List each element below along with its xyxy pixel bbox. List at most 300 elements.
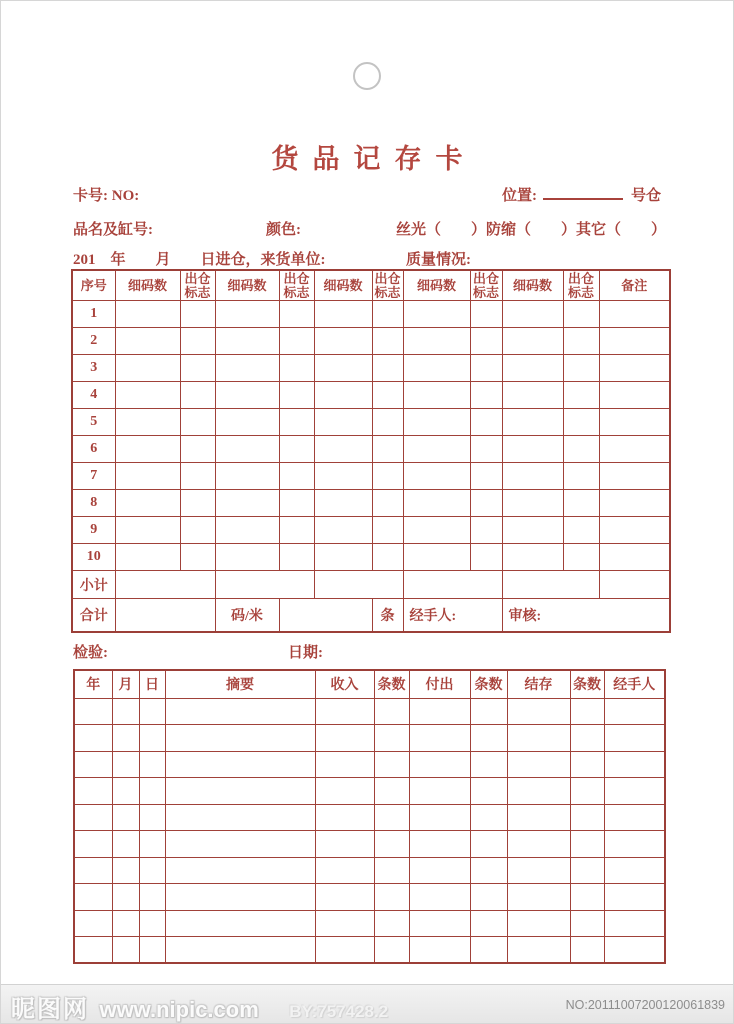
empty-cell: [279, 490, 314, 517]
empty-cell: [74, 910, 112, 937]
empty-cell: [470, 463, 502, 490]
table-row: [72, 301, 670, 328]
empty-cell: [570, 778, 604, 805]
empty-cell: [279, 355, 314, 382]
empty-cell: [215, 355, 279, 382]
header-cell: 年: [74, 670, 112, 698]
empty-cell: [215, 301, 279, 328]
empty-cell: [115, 355, 180, 382]
empty-cell: [599, 463, 670, 490]
empty-cell: [74, 778, 112, 805]
header-cell: 序号: [72, 270, 115, 301]
header-cell: 日: [139, 670, 165, 698]
header-cell: 细码数: [115, 270, 180, 301]
empty-cell: [279, 544, 314, 571]
empty-cell: [403, 463, 470, 490]
empty-cell: [507, 725, 570, 752]
empty-cell: [563, 463, 599, 490]
empty-cell: [180, 544, 215, 571]
empty-cell: [599, 355, 670, 382]
table-row: [72, 517, 670, 544]
table-row: [72, 436, 670, 463]
empty-cell: [470, 804, 507, 831]
table-row: [72, 463, 670, 490]
table-row: [74, 937, 665, 964]
empty-cell: [604, 725, 665, 752]
empty-cell: [372, 382, 403, 409]
empty-cell: [507, 937, 570, 964]
empty-cell: [502, 490, 563, 517]
empty-cell: [470, 937, 507, 964]
empty-cell: [502, 571, 599, 599]
header-cell: 条数: [470, 670, 507, 698]
empty-cell: [374, 698, 409, 725]
empty-cell: [374, 804, 409, 831]
empty-cell: [403, 544, 470, 571]
empty-cell: [279, 517, 314, 544]
empty-cell: [112, 937, 139, 964]
watermark-bar: [1, 984, 733, 1023]
empty-cell: [374, 725, 409, 752]
empty-cell: [507, 804, 570, 831]
table-row: [72, 382, 670, 409]
empty-cell: [507, 884, 570, 911]
empty-cell: [139, 778, 165, 805]
empty-cell: [139, 910, 165, 937]
empty-cell: [314, 463, 372, 490]
empty-cell: [315, 804, 374, 831]
warehouse-suffix: 号仓: [630, 188, 661, 204]
header-cell: 结存: [507, 670, 570, 698]
empty-cell: [604, 910, 665, 937]
header-cell: 摘要: [165, 670, 315, 698]
empty-cell: [314, 409, 372, 436]
uploader-id: BY:757428.2: [289, 1002, 389, 1021]
empty-cell: [570, 725, 604, 752]
empty-cell: [403, 328, 470, 355]
empty-cell: [315, 778, 374, 805]
ledger-table: [73, 669, 666, 964]
empty-cell: [74, 831, 112, 858]
table-row: [74, 778, 665, 805]
empty-cell: [374, 884, 409, 911]
empty-cell: [139, 937, 165, 964]
inbound-date-label: 201 年 月 日进仓，来货单位:: [73, 252, 326, 268]
empty-cell: [502, 382, 563, 409]
empty-cell: [315, 884, 374, 911]
punch-hole: [353, 62, 381, 90]
empty-cell: [470, 884, 507, 911]
empty-cell: [139, 751, 165, 778]
table-row: [74, 857, 665, 884]
card-no-label: 卡号: NO:: [73, 188, 140, 204]
row-number-cell: 1: [72, 301, 115, 328]
empty-cell: [403, 355, 470, 382]
empty-cell: [112, 831, 139, 858]
empty-cell: [563, 301, 599, 328]
header-cell: 条数: [570, 670, 604, 698]
empty-cell: [215, 382, 279, 409]
table-row: [74, 831, 665, 858]
empty-cell: [165, 831, 315, 858]
header-cell: 出仓标志: [563, 270, 599, 301]
subtotal-row: [72, 571, 670, 599]
inspection-label: 检验:: [73, 645, 108, 661]
total-row: [72, 599, 670, 632]
table-row: [72, 544, 670, 571]
empty-cell: [279, 463, 314, 490]
empty-cell: [180, 436, 215, 463]
auditor-label: 审核:: [502, 599, 670, 632]
empty-cell: [563, 355, 599, 382]
empty-cell: [372, 301, 403, 328]
header-cell: 出仓标志: [470, 270, 502, 301]
empty-cell: [374, 778, 409, 805]
empty-cell: [570, 857, 604, 884]
empty-cell: [507, 910, 570, 937]
empty-cell: [165, 937, 315, 964]
empty-cell: [470, 544, 502, 571]
empty-cell: [112, 910, 139, 937]
table-row: [74, 884, 665, 911]
product-line: [73, 218, 667, 239]
empty-cell: [470, 725, 507, 752]
empty-cell: [115, 599, 215, 632]
empty-cell: [563, 436, 599, 463]
empty-cell: [314, 490, 372, 517]
empty-cell: [570, 804, 604, 831]
empty-cell: [470, 517, 502, 544]
empty-cell: [563, 490, 599, 517]
location-label: 位置:: [501, 188, 537, 204]
empty-cell: [112, 884, 139, 911]
empty-cell: [215, 328, 279, 355]
empty-cell: [112, 804, 139, 831]
empty-cell: [74, 751, 112, 778]
empty-cell: [215, 409, 279, 436]
site-logo: 昵图网: [11, 996, 89, 1023]
empty-cell: [180, 517, 215, 544]
empty-cell: [403, 382, 470, 409]
empty-cell: [470, 751, 507, 778]
header-cell: 收入: [315, 670, 374, 698]
empty-cell: [599, 544, 670, 571]
empty-cell: [314, 544, 372, 571]
row-number-cell: 5: [72, 409, 115, 436]
table-row: [74, 725, 665, 752]
empty-cell: [315, 937, 374, 964]
empty-cell: [215, 436, 279, 463]
empty-cell: [115, 328, 180, 355]
empty-cell: [409, 857, 470, 884]
empty-cell: [314, 382, 372, 409]
empty-cell: [279, 328, 314, 355]
empty-cell: [314, 355, 372, 382]
empty-cell: [165, 751, 315, 778]
empty-cell: [165, 698, 315, 725]
empty-cell: [604, 778, 665, 805]
empty-cell: [315, 698, 374, 725]
empty-cell: [403, 490, 470, 517]
empty-cell: [374, 937, 409, 964]
card-no-line: [73, 184, 661, 205]
empty-cell: [507, 778, 570, 805]
header-cell: 月: [112, 670, 139, 698]
empty-cell: [409, 937, 470, 964]
empty-cell: [409, 804, 470, 831]
empty-cell: [372, 355, 403, 382]
empty-cell: [115, 571, 215, 599]
empty-cell: [74, 804, 112, 831]
inspection-date-label: 日期:: [288, 645, 323, 661]
empty-cell: [139, 857, 165, 884]
empty-cell: [409, 910, 470, 937]
empty-cell: [372, 490, 403, 517]
header-cell: 细码数: [314, 270, 372, 301]
empty-cell: [470, 831, 507, 858]
table-row: [74, 910, 665, 937]
table-row: [72, 409, 670, 436]
empty-cell: [165, 910, 315, 937]
empty-cell: [215, 463, 279, 490]
empty-cell: [409, 831, 470, 858]
empty-cell: [374, 751, 409, 778]
header-cell: 出仓标志: [279, 270, 314, 301]
row-number-cell: 4: [72, 382, 115, 409]
empty-cell: [502, 517, 563, 544]
subtotal-label: 小计: [72, 571, 115, 599]
table-row: [74, 698, 665, 725]
empty-cell: [470, 910, 507, 937]
empty-cell: [74, 857, 112, 884]
empty-cell: [502, 463, 563, 490]
empty-cell: [115, 463, 180, 490]
empty-cell: [507, 698, 570, 725]
empty-cell: [314, 571, 403, 599]
empty-cell: [139, 725, 165, 752]
empty-cell: [570, 884, 604, 911]
location-underline: [543, 185, 623, 200]
empty-cell: [604, 751, 665, 778]
table-row: [72, 328, 670, 355]
empty-cell: [115, 517, 180, 544]
empty-cell: [470, 436, 502, 463]
handler-label: 经手人:: [403, 599, 502, 632]
empty-cell: [470, 409, 502, 436]
row-number-cell: 8: [72, 490, 115, 517]
empty-cell: [279, 436, 314, 463]
empty-cell: [599, 301, 670, 328]
empty-cell: [372, 328, 403, 355]
empty-cell: [165, 725, 315, 752]
empty-cell: [139, 804, 165, 831]
site-url: www.nipic.com: [99, 997, 259, 1022]
empty-cell: [374, 857, 409, 884]
empty-cell: [215, 571, 314, 599]
empty-cell: [563, 517, 599, 544]
empty-cell: [470, 382, 502, 409]
empty-cell: [115, 544, 180, 571]
empty-cell: [372, 544, 403, 571]
table-row: [72, 355, 670, 382]
empty-cell: [507, 831, 570, 858]
table-row: [74, 751, 665, 778]
empty-cell: [470, 328, 502, 355]
empty-cell: [279, 301, 314, 328]
empty-cell: [599, 490, 670, 517]
empty-cell: [563, 328, 599, 355]
header-cell: 细码数: [502, 270, 563, 301]
empty-cell: [374, 831, 409, 858]
empty-cell: [604, 884, 665, 911]
empty-cell: [115, 301, 180, 328]
empty-cell: [372, 463, 403, 490]
empty-cell: [599, 382, 670, 409]
empty-cell: [604, 804, 665, 831]
empty-cell: [403, 571, 502, 599]
empty-cell: [215, 490, 279, 517]
empty-cell: [112, 778, 139, 805]
empty-cell: [112, 725, 139, 752]
empty-cell: [315, 725, 374, 752]
empty-cell: [314, 301, 372, 328]
empty-cell: [112, 857, 139, 884]
empty-cell: [604, 831, 665, 858]
empty-cell: [563, 409, 599, 436]
empty-cell: [165, 804, 315, 831]
empty-cell: [563, 382, 599, 409]
row-number-cell: 6: [72, 436, 115, 463]
table-row: [74, 804, 665, 831]
empty-cell: [409, 751, 470, 778]
row-number-cell: 7: [72, 463, 115, 490]
empty-cell: [372, 436, 403, 463]
empty-cell: [502, 328, 563, 355]
header-cell: 出仓标志: [180, 270, 215, 301]
empty-cell: [215, 517, 279, 544]
empty-cell: [279, 409, 314, 436]
empty-cell: [409, 778, 470, 805]
row-number-cell: 2: [72, 328, 115, 355]
empty-cell: [507, 751, 570, 778]
color-label: 颜色:: [266, 222, 301, 238]
header-cell: 经手人: [604, 670, 665, 698]
empty-cell: [314, 517, 372, 544]
quality-label: 质量情况:: [406, 252, 471, 268]
empty-cell: [403, 436, 470, 463]
empty-cell: [112, 698, 139, 725]
empty-cell: [470, 355, 502, 382]
product-name-label: 品名及缸号:: [73, 222, 153, 238]
empty-cell: [180, 301, 215, 328]
empty-cell: [409, 884, 470, 911]
empty-cell: [180, 463, 215, 490]
header-cell: 细码数: [215, 270, 279, 301]
empty-cell: [115, 409, 180, 436]
empty-cell: [139, 831, 165, 858]
empty-cell: [314, 436, 372, 463]
empty-cell: [374, 910, 409, 937]
empty-cell: [502, 355, 563, 382]
empty-cell: [570, 937, 604, 964]
empty-cell: [403, 517, 470, 544]
empty-cell: [180, 355, 215, 382]
empty-cell: [470, 857, 507, 884]
empty-cell: [314, 328, 372, 355]
empty-cell: [139, 884, 165, 911]
empty-cell: [403, 301, 470, 328]
empty-cell: [215, 544, 279, 571]
empty-cell: [115, 436, 180, 463]
empty-cell: [403, 409, 470, 436]
unit-yards-label: 码/米: [215, 599, 279, 632]
empty-cell: [139, 698, 165, 725]
total-label: 合计: [72, 599, 115, 632]
watermark-logo: [11, 989, 388, 1024]
date-line: [73, 248, 661, 269]
empty-cell: [74, 884, 112, 911]
empty-cell: [502, 409, 563, 436]
row-number-cell: 9: [72, 517, 115, 544]
empty-cell: [570, 910, 604, 937]
empty-cell: [112, 751, 139, 778]
empty-cell: [470, 778, 507, 805]
empty-cell: [165, 857, 315, 884]
header-cell: 细码数: [403, 270, 470, 301]
empty-cell: [570, 831, 604, 858]
empty-cell: [470, 698, 507, 725]
empty-cell: [604, 937, 665, 964]
finish-options: 丝光（ ）防缩（ ）其它（ ）: [396, 222, 667, 238]
inspection-line: [73, 641, 661, 662]
empty-cell: [315, 857, 374, 884]
empty-cell: [180, 328, 215, 355]
empty-cell: [180, 382, 215, 409]
empty-cell: [115, 382, 180, 409]
empty-cell: [315, 910, 374, 937]
serial-number: NO:20111007200120061839: [565, 998, 725, 1012]
header-cell: 条数: [374, 670, 409, 698]
empty-cell: [599, 517, 670, 544]
empty-cell: [409, 725, 470, 752]
empty-cell: [599, 436, 670, 463]
page-title: 货品记存卡: [271, 144, 477, 174]
empty-cell: [599, 328, 670, 355]
empty-cell: [570, 751, 604, 778]
empty-cell: [409, 698, 470, 725]
empty-cell: [74, 937, 112, 964]
empty-cell: [470, 301, 502, 328]
empty-cell: [570, 698, 604, 725]
row-number-cell: 10: [72, 544, 115, 571]
empty-cell: [502, 436, 563, 463]
empty-cell: [599, 571, 670, 599]
header-cell: 付出: [409, 670, 470, 698]
empty-cell: [165, 884, 315, 911]
empty-cell: [604, 857, 665, 884]
empty-cell: [115, 490, 180, 517]
empty-cell: [372, 517, 403, 544]
empty-cell: [74, 725, 112, 752]
empty-cell: [470, 490, 502, 517]
empty-cell: [279, 382, 314, 409]
empty-cell: [165, 778, 315, 805]
empty-cell: [372, 409, 403, 436]
unit-pieces-label: 条: [372, 599, 403, 632]
empty-cell: [180, 409, 215, 436]
header-cell: 备注: [599, 270, 670, 301]
empty-cell: [563, 544, 599, 571]
